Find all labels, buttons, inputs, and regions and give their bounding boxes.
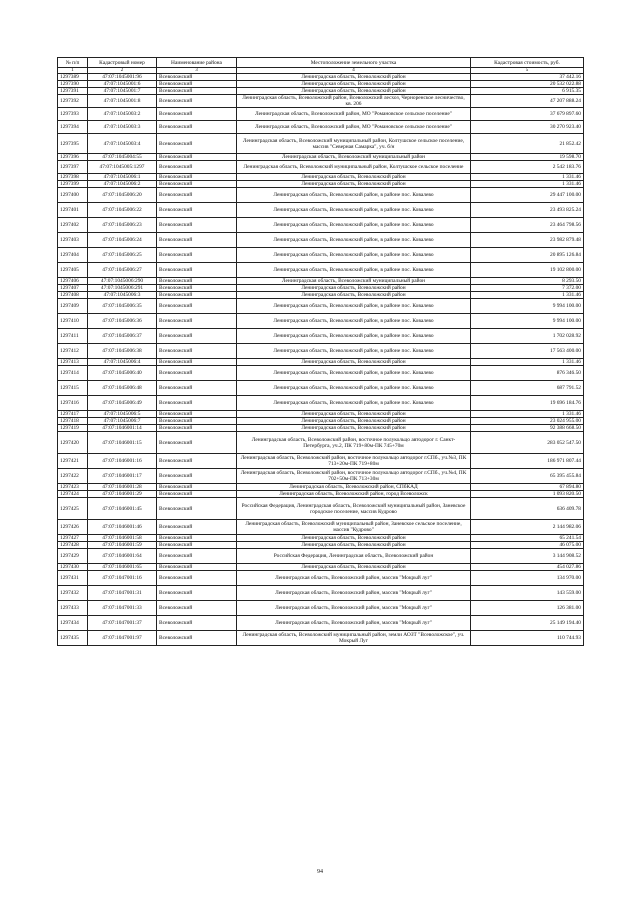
cell-cadastral-number: 47:07:1045003:3 [88,121,157,134]
cell-cost: 23 464 798.56 [471,218,584,233]
table-row [58,134,584,154]
cell-number: 1297401 [58,203,88,218]
cell-cost: 19 696 184.76 [471,396,584,411]
cell-number: 1297421 [58,454,88,469]
cell-cost: 143 559.00 [471,586,584,601]
cell-cadastral-number: 47:07:1047001:16 [88,571,157,586]
cell-location: Ленинградская область, Всеволожский район [237,88,471,95]
cell-cost: 37 442.16 [471,74,584,81]
cell-cost: 636 409.78 [471,498,584,520]
cell-location: Ленинградская область, Всеволожский район, в районе пос. Ковалево [237,366,471,381]
table-row [58,586,584,601]
cell-number: 1297407 [58,285,88,292]
cell-cost: 21 852.42 [471,134,584,154]
cell-location: Ленинградская область, Всеволожский район, в районе пос. Ковалево [237,381,471,396]
table-row [58,233,584,248]
cell-number: 1297432 [58,586,88,601]
cell-location: Ленинградская область, Всеволожский муниципальный район, Колтушское сельское поселение [237,161,471,174]
cell-cadastral-number: 47:07:1045006:49 [88,396,157,411]
cell-cadastral-number: 47:07:1046001:17 [88,469,157,484]
cell-cadastral-number: 47:07:1045006:3 [88,292,157,299]
table-row [58,344,584,359]
cell-number: 1297422 [58,469,88,484]
cell-location: Ленинградская область, Всеволожский район, массив "Мокрый луг" [237,601,471,616]
cell-location: Ленинградская область, Всеволожский район [237,81,471,88]
cell-number: 1297412 [58,344,88,359]
cell-cost: 23 982 879.48 [471,233,584,248]
cell-cadastral-number: 47:07:1045006:22 [88,203,157,218]
cell-number: 1297411 [58,329,88,344]
cell-cadastral-number: 47:07:1046001:65 [88,564,157,571]
cell-number: 1297402 [58,218,88,233]
table-row [58,396,584,411]
table-body [58,74,584,646]
cell-location: Ленинградская область, Всеволожский район, массив "Мокрый луг" [237,616,471,631]
table-row [58,314,584,329]
cell-location: Ленинградская область, Всеволожский район, восточное полукольцо автодорог г.СПб., уч.№4, ПК 702+50м-ПК 713+30м [237,469,471,484]
cell-location: Ленинградская область, Всеволожский район, в районе пос. Ковалево [237,344,471,359]
cell-number: 1297393 [58,108,88,121]
cell-location: Ленинградская область, Всеволожский район, СПбКАД [237,484,471,491]
page-number: 94 [317,869,323,875]
cell-cadastral-number: 47:07:1047001:37 [88,616,157,631]
cell-cost: 29 447 100.00 [471,188,584,203]
cell-location: Ленинградская область, Всеволожский район [237,74,471,81]
cell-district: Всеволожский [157,188,237,203]
cell-number: 1297395 [58,134,88,154]
cell-number: 1297389 [58,74,88,81]
cell-cost: 19 102 800.00 [471,263,584,278]
cell-number: 1297409 [58,299,88,314]
cell-number: 1297399 [58,181,88,188]
cell-number: 1297430 [58,564,88,571]
table-row [58,381,584,396]
cell-number: 1297398 [58,174,88,181]
cell-cost: 25 149 194.40 [471,616,584,631]
cell-location: Ленинградская область, Всеволожский район [237,425,471,432]
cadastral-table [57,57,584,646]
cell-cost: 37 679 897.60 [471,108,584,121]
table-row [58,469,584,484]
cell-number: 1297394 [58,121,88,134]
cell-location: Ленинградская область, Всеволожский район [237,411,471,418]
cell-cadastral-number: 47:07:1045006:1 [88,174,157,181]
cell-location: Ленинградская область, Всеволожский район, в районе пос. Ковалево [237,329,471,344]
cell-cadastral-number: 47:07:1046001:29 [88,491,157,498]
cell-number: 1297391 [58,88,88,95]
cell-cadastral-number: 47:07:1045003:4 [88,134,157,154]
table-row [58,181,584,188]
cell-cost: 1 331.46 [471,411,584,418]
cell-number: 1297405 [58,263,88,278]
table-row [58,174,584,181]
cell-cadastral-number: 47:07:1045001:96 [88,74,157,81]
cell-cadastral-number: 47:07:1045006:48 [88,381,157,396]
table-row [58,366,584,381]
cell-number: 1297397 [58,161,88,174]
cell-district: Всеволожский [157,81,237,88]
table-row [58,278,584,285]
cell-location: Ленинградская область, Всеволожский район [237,285,471,292]
cell-cadastral-number: 47:07:1045005:1297 [88,161,157,174]
cell-number: 1297396 [58,154,88,161]
cell-number: 1297429 [58,549,88,564]
cell-cadastral-number: 47:07:1045006:36 [88,314,157,329]
cell-location: Ленинградская область, Всеволожский район [237,181,471,188]
cell-number: 1297434 [58,616,88,631]
cell-cadastral-number: 47:07:1046001:16 [88,454,157,469]
cell-location: Ленинградская область, Всеволожский район [237,418,471,425]
cell-number: 1297417 [58,411,88,418]
cell-cost: 23 493 825.24 [471,203,584,218]
cell-cost: 6 915.35 [471,88,584,95]
cell-cost: 1 331.46 [471,174,584,181]
cell-location: Ленинградская область, Всеволожский район, в районе пос. Ковалево [237,299,471,314]
cell-number: 1297406 [58,278,88,285]
cell-cost: 186 971 807.44 [471,454,584,469]
cell-location: Ленинградская область, Всеволожский район, в районе пос. Ковалево [237,188,471,203]
cell-cadastral-number: 47:07:1045006:290 [88,278,157,285]
cell-district: Всеволожский [157,203,237,218]
table-row [58,616,584,631]
cell-district: Всеволожский [157,469,237,484]
cell-location: Ленинградская область, Всеволожский район [237,292,471,299]
column-number: 1 [58,68,88,74]
cell-district: Всеволожский [157,542,237,549]
cell-cost: 3 144 908.52 [471,549,584,564]
cell-cost: 92 388 668.50 [471,425,584,432]
cell-cadastral-number: 47:07:1045006:27 [88,263,157,278]
cell-location: Ленинградская область, Всеволожский район [237,542,471,549]
cell-district: Всеволожский [157,121,237,134]
cell-number: 1297416 [58,396,88,411]
cell-cost: 1 702 028.92 [471,329,584,344]
table-row [58,491,584,498]
cell-district: Всеволожский [157,564,237,571]
cell-cost: 65 241.54 [471,535,584,542]
cell-district: Всеволожский [157,154,237,161]
cell-cost: 20 532 022.88 [471,81,584,88]
table-row [58,154,584,161]
table-row [58,535,584,542]
cell-district: Всеволожский [157,299,237,314]
cell-cadastral-number: 47:07:1045004:55 [88,154,157,161]
cell-cadastral-number: 47:07:1045006:20 [88,188,157,203]
column-number: 3 [157,68,237,74]
header-location: Местоположение земельного участка [237,58,471,68]
table-row [58,549,584,564]
cell-location: Ленинградская область, Всеволожский район, город Всеволожск [237,491,471,498]
cell-cadastral-number: 47:07:1046001:14 [88,425,157,432]
cell-cadastral-number: 47:07:1045006:7 [88,418,157,425]
cell-cost: 9 994 100.00 [471,314,584,329]
cell-district: Всеволожский [157,432,237,454]
cell-district: Всеволожский [157,88,237,95]
cell-district: Всеволожский [157,411,237,418]
cell-cost: 283 052 547.50 [471,432,584,454]
cell-number: 1297424 [58,491,88,498]
cell-district: Всеволожский [157,418,237,425]
table-row [58,263,584,278]
cell-number: 1297423 [58,484,88,491]
table-row [58,161,584,174]
cell-location: Ленинградская область, Всеволожский район [237,535,471,542]
cell-cadastral-number: 47:07:1047001:33 [88,601,157,616]
table-row [58,108,584,121]
cell-cadastral-number: 47:07:1045006:40 [88,366,157,381]
cell-district: Всеволожский [157,631,237,646]
cell-number: 1297414 [58,366,88,381]
cell-cadastral-number: 47:07:1046001:64 [88,549,157,564]
cell-location: Ленинградская область, Всеволожский район, восточное полукольцо автодорог г.СПб., уч.№3, ПК 713+20м-ПК 719+80м [237,454,471,469]
cell-district: Всеволожский [157,601,237,616]
cell-district: Всеволожский [157,161,237,174]
table-row [58,498,584,520]
table-row [58,418,584,425]
cell-cost: 1 331.46 [471,292,584,299]
table-row [58,248,584,263]
cell-cost: 19 598.70 [471,154,584,161]
cell-number: 1297420 [58,432,88,454]
cell-cadastral-number: 47:07:1046001:59 [88,542,157,549]
cell-location: Ленинградская область, Всеволожский район, в районе пос. Ковалево [237,263,471,278]
cell-cadastral-number: 47:07:1045006:35 [88,299,157,314]
table-row [58,454,584,469]
cell-cadastral-number: 47:07:1045006:5 [88,411,157,418]
cell-cost: 20 895 126.84 [471,248,584,263]
cell-district: Всеволожский [157,571,237,586]
cell-number: 1297435 [58,631,88,646]
cell-number: 1297431 [58,571,88,586]
cell-location: Ленинградская область, Всеволожский муниципальный район, земли АОЗТ "Всеволожское", уч. Мокрый Луг [237,631,471,646]
cell-district: Всеволожский [157,498,237,520]
cell-cost: 8 293.50 [471,278,584,285]
cell-location: Ленинградская область, Всеволожский район [237,174,471,181]
column-number: 5 [471,68,584,74]
header-cost: Кадастровая стоимость, руб. [471,58,584,68]
cell-location: Ленинградская область, Всеволожский муниципальный район, Колтушское сельское поселение, массив "Северная Самарка", уч. б/н [237,134,471,154]
table-row [58,188,584,203]
cell-location: Ленинградская область, Всеволожский район, в районе пос. Ковалево [237,203,471,218]
cell-cost: 1 331.46 [471,359,584,366]
cell-number: 1297408 [58,292,88,299]
cell-cadastral-number: 47:07:1047001:97 [88,631,157,646]
cell-cadastral-number: 47:07:1045006:4 [88,359,157,366]
cell-cost: 1 093 820.50 [471,491,584,498]
table-row [58,121,584,134]
cell-location: Ленинградская область, Всеволожский район, восточное полукольцо автодорог г. Санкт-Петербурга, уч.2, ПК 719+80м-ПК 745+70м [237,432,471,454]
cell-district: Всеволожский [157,535,237,542]
cell-cost: 2 542 183.76 [471,161,584,174]
table-row [58,631,584,646]
cell-number: 1297427 [58,535,88,542]
cell-number: 1297428 [58,542,88,549]
cell-cost: 46 075.00 [471,542,584,549]
cell-district: Всеволожский [157,359,237,366]
cell-cadastral-number: 47:07:1045001:7 [88,88,157,95]
header-cadastral-number: Кадастровый номер [88,58,157,68]
cell-district: Всеволожский [157,381,237,396]
cell-cost: 2 144 982.06 [471,520,584,535]
table-row [58,542,584,549]
cell-location: Ленинградская область, Всеволожский район, в районе пос. Ковалево [237,218,471,233]
cell-cadastral-number: 47:07:1045006:23 [88,218,157,233]
cell-district: Всеволожский [157,344,237,359]
table-row [58,292,584,299]
cell-location: Ленинградская область, Всеволожский район, в районе пос. Ковалево [237,314,471,329]
cell-district: Всеволожский [157,314,237,329]
table-row [58,329,584,344]
cell-cost: 67 894.80 [471,484,584,491]
cell-location: Ленинградская область, Всеволожский район [237,564,471,571]
cell-cadastral-number: 47:07:1047001:31 [88,586,157,601]
cell-cadastral-number: 47:07:1045006:37 [88,329,157,344]
cell-location: Российская Федерация, Ленинградская область, Всеволожский район [237,549,471,564]
cell-district: Всеволожский [157,396,237,411]
cell-cost: 876 346.50 [471,366,584,381]
cell-district: Всеволожский [157,95,237,108]
cell-number: 1297410 [58,314,88,329]
table-row [58,203,584,218]
cell-location: Ленинградская область, Всеволожский район, массив "Мокрый луг" [237,571,471,586]
table-row [58,571,584,586]
cell-cost: 126 381.00 [471,601,584,616]
cell-number: 1297404 [58,248,88,263]
cell-district: Всеволожский [157,454,237,469]
cell-cadastral-number: 47:07:1046001:46 [88,520,157,535]
header-row [58,58,584,68]
cell-cadastral-number: 47:07:1045006:38 [88,344,157,359]
table-row [58,425,584,432]
cell-district: Всеволожский [157,278,237,285]
cell-location: Ленинградская область, Всеволожский район, МО "Романовское сельское поселение" [237,108,471,121]
cell-location: Ленинградская область, Всеволожский район [237,359,471,366]
cell-number: 1297425 [58,498,88,520]
table-row [58,285,584,292]
cell-location: Ленинградская область, Всеволожский район, массив "Мокрый луг" [237,586,471,601]
cell-cadastral-number: 47:07:1046001:15 [88,432,157,454]
cell-number: 1297418 [58,418,88,425]
cell-district: Всеволожский [157,329,237,344]
cell-location: Ленинградская область, Всеволожский район, в районе пос. Ковалево [237,248,471,263]
cell-number: 1297426 [58,520,88,535]
cell-district: Всеволожский [157,134,237,154]
cell-cadastral-number: 47:07:1045006:291 [88,285,157,292]
cell-number: 1297400 [58,188,88,203]
table-row [58,81,584,88]
header-district: Наименование района [157,58,237,68]
cell-location: Ленинградская область, Всеволожский муниципальный район [237,278,471,285]
cell-district: Всеволожский [157,292,237,299]
cadastral-table-container [57,57,583,646]
cell-location: Ленинградская область, Всеволожский район, в районе пос. Ковалево [237,233,471,248]
cell-cadastral-number: 47:07:1045003:2 [88,108,157,121]
column-number: 4 [237,68,471,74]
table-row [58,484,584,491]
cell-cost: 7 372.00 [471,285,584,292]
cell-district: Всеволожский [157,263,237,278]
cell-number: 1297403 [58,233,88,248]
cell-cadastral-number: 47:07:1045006:2 [88,181,157,188]
cell-number: 1297433 [58,601,88,616]
cell-cost: 1 331.46 [471,181,584,188]
cell-district: Всеволожский [157,74,237,81]
table-row [58,564,584,571]
table-row [58,411,584,418]
cell-district: Всеволожский [157,484,237,491]
header-number: № п/п [58,58,88,68]
table-row [58,432,584,454]
cell-location: Ленинградская область, Всеволожский муниципальный район, Заневское сельское поселение, массив "Кудрово" [237,520,471,535]
cell-number: 1297415 [58,381,88,396]
table-row [58,601,584,616]
cell-cost: 47 207 888.24 [471,95,584,108]
cell-district: Всеволожский [157,491,237,498]
table-row [58,74,584,81]
column-number: 2 [88,68,157,74]
cell-cost: 23 024 955.00 [471,418,584,425]
table-row [58,218,584,233]
cell-location: Ленинградская область, Всеволожский район, МО "Романовское сельское поселение" [237,121,471,134]
cell-cost: 687 791.52 [471,381,584,396]
cell-district: Всеволожский [157,233,237,248]
table-row [58,95,584,108]
cell-location: Ленинградская область, Всеволожский муниципальный район [237,154,471,161]
cell-number: 1297392 [58,95,88,108]
cell-district: Всеволожский [157,549,237,564]
cell-district: Всеволожский [157,174,237,181]
cell-cadastral-number: 47:07:1046001:58 [88,535,157,542]
cell-number: 1297413 [58,359,88,366]
cell-cost: 9 994 100.00 [471,299,584,314]
cell-number: 1297419 [58,425,88,432]
cell-district: Всеволожский [157,181,237,188]
table-row [58,88,584,95]
cell-cost: 134 970.00 [471,571,584,586]
cell-district: Всеволожский [157,108,237,121]
cell-cost: 65 395 455.84 [471,469,584,484]
cell-district: Всеволожский [157,586,237,601]
cell-district: Всеволожский [157,616,237,631]
cell-cadastral-number: 47:07:1045006:24 [88,233,157,248]
cell-district: Всеволожский [157,520,237,535]
cell-cadastral-number: 47:07:1046001:45 [88,498,157,520]
cell-district: Всеволожский [157,425,237,432]
cell-cadastral-number: 47:07:1045001:6 [88,81,157,88]
cell-cost: 110 744.93 [471,631,584,646]
cell-location: Ленинградская область, Всеволожский район, Всеволожский лесхоз, Черноренское лесничество, кв. 206 [237,95,471,108]
cell-cost: 454 027.86 [471,564,584,571]
cell-cadastral-number: 47:07:1046001:28 [88,484,157,491]
cell-cadastral-number: 47:07:1045001:8 [88,95,157,108]
table-row [58,359,584,366]
cell-district: Всеволожский [157,218,237,233]
cell-district: Всеволожский [157,366,237,381]
table-row [58,520,584,535]
cell-location: Ленинградская область, Всеволожский район, в районе пос. Ковалево [237,396,471,411]
table-row [58,299,584,314]
cell-cost: 30 270 923.40 [471,121,584,134]
cell-district: Всеволожский [157,285,237,292]
cell-district: Всеволожский [157,248,237,263]
cell-number: 1297390 [58,81,88,88]
cell-location: Российская Федерация, Ленинградская область, Всеволожский муниципальный район, Заневское городское поселение, массив Кудрово [237,498,471,520]
cell-cadastral-number: 47:07:1045006:25 [88,248,157,263]
cell-cost: 17 563 400.00 [471,344,584,359]
